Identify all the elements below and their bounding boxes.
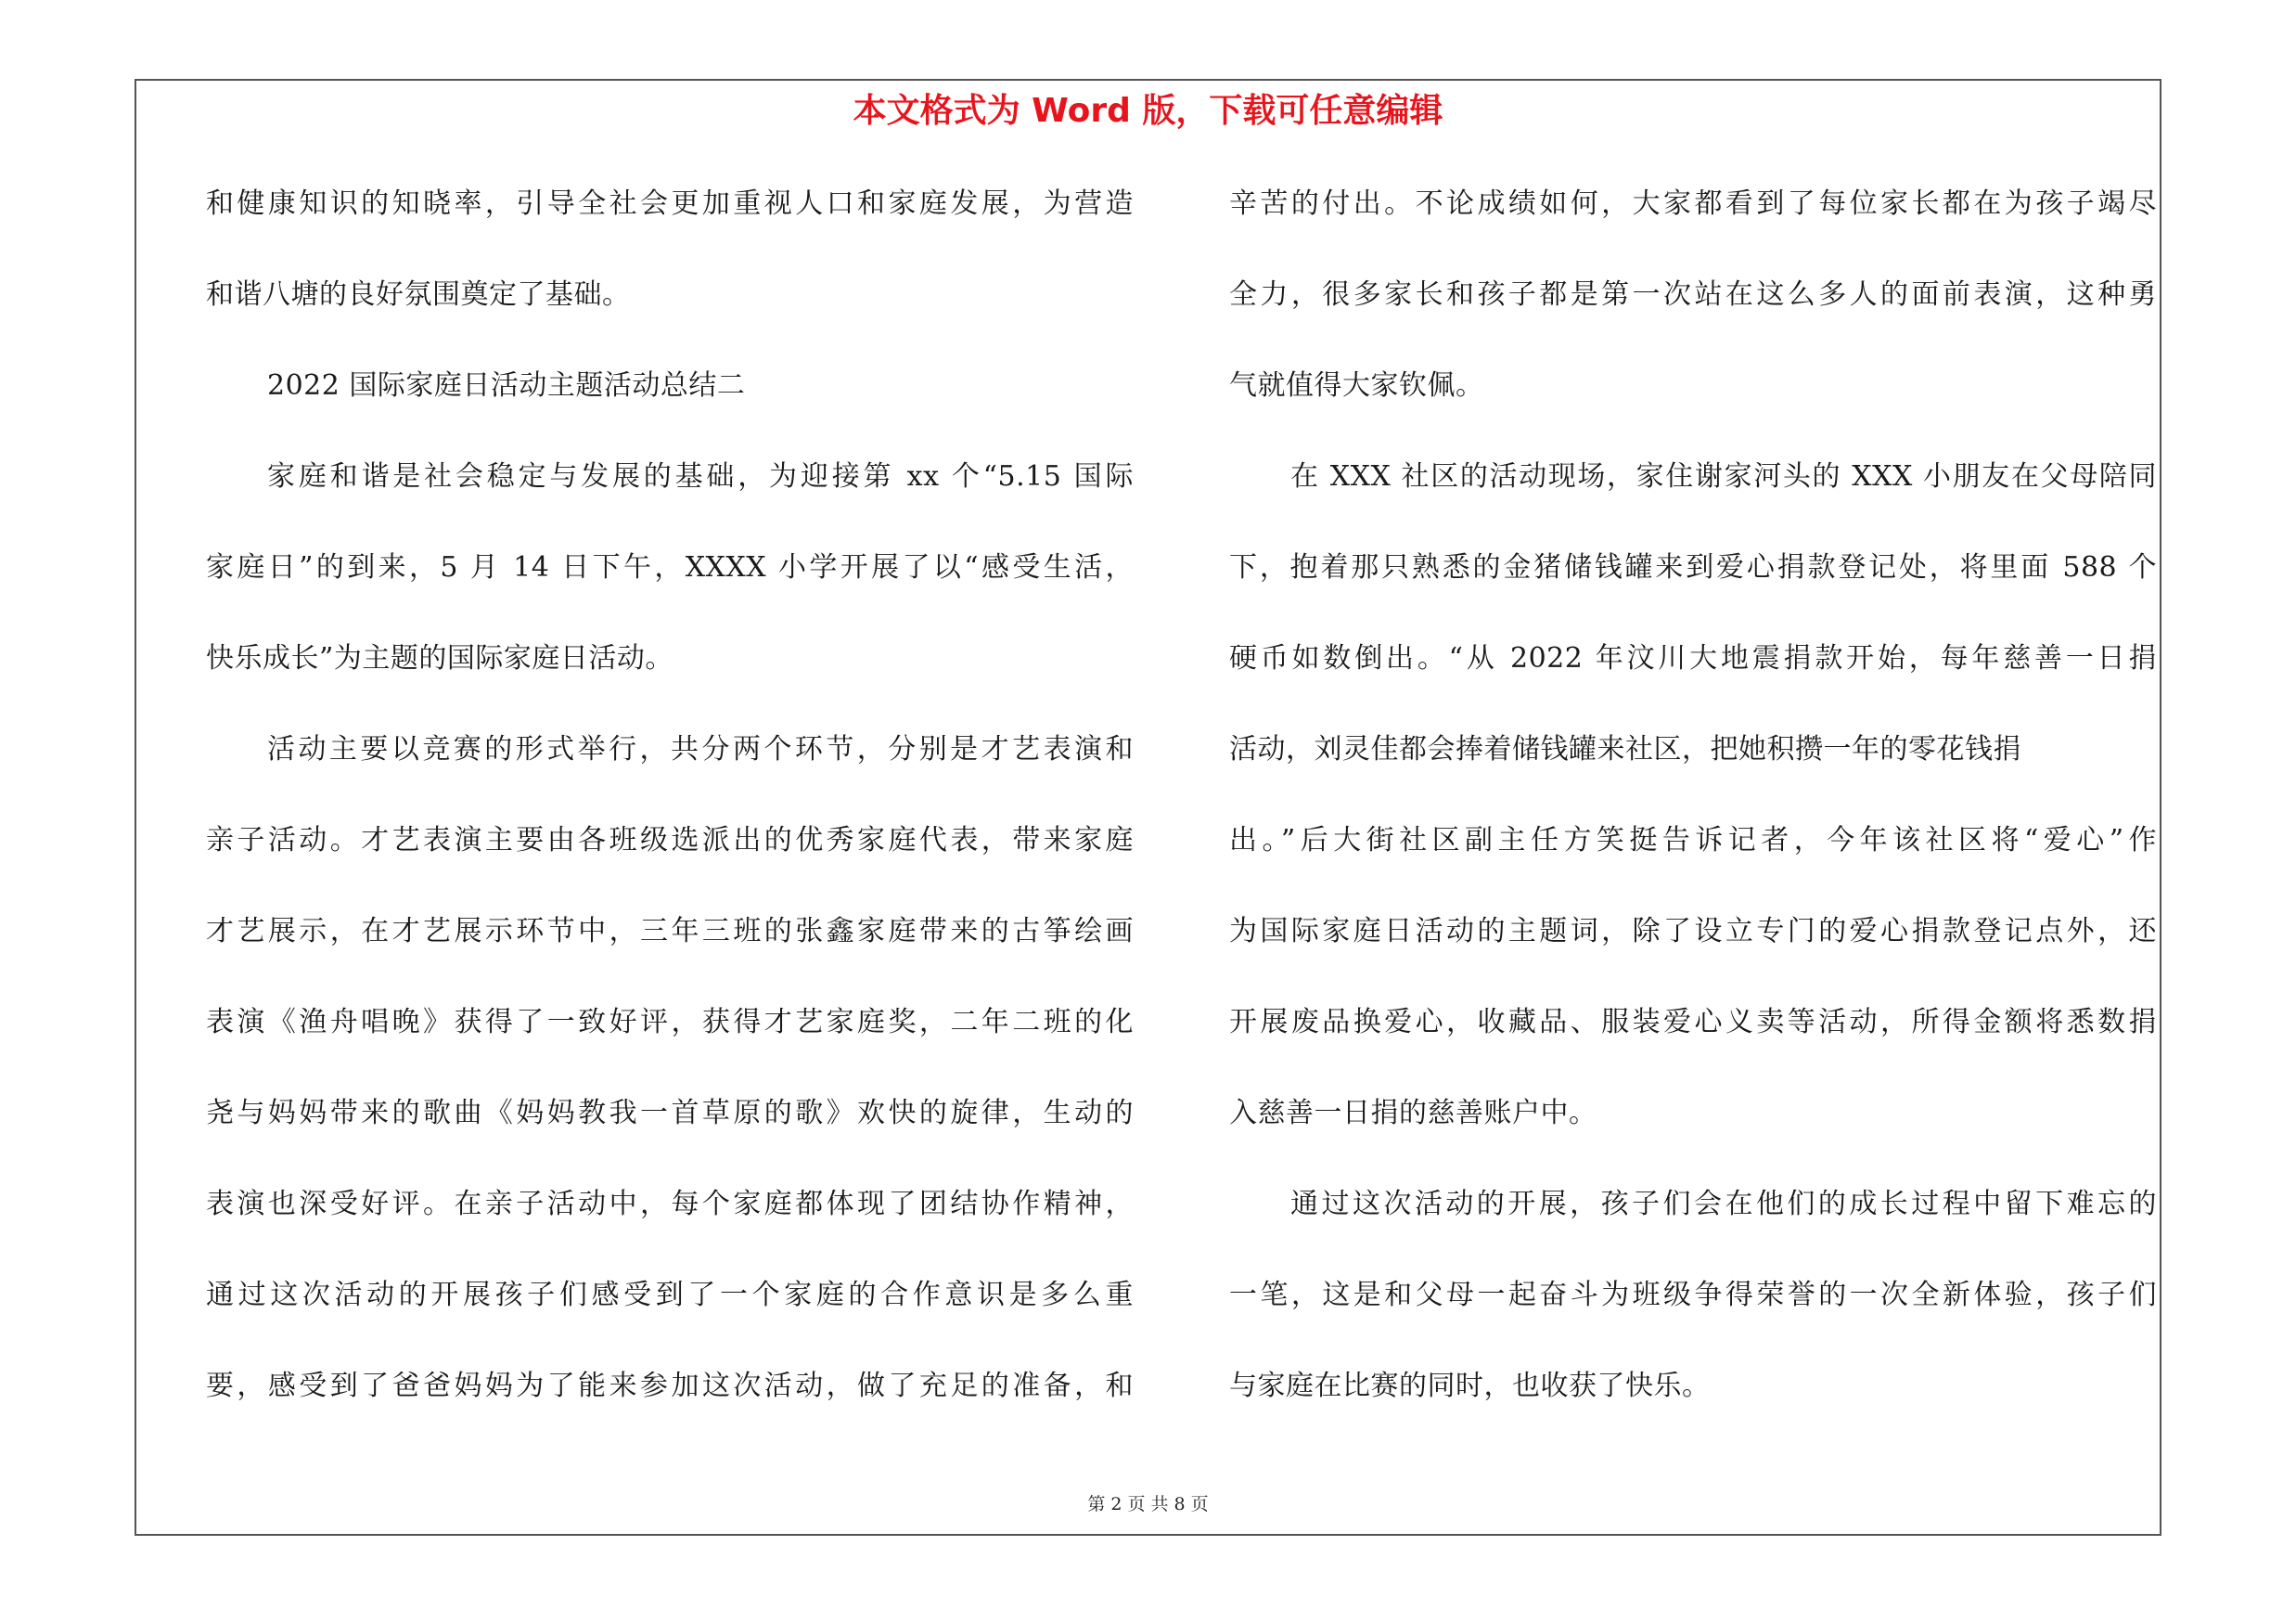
text-line: 为国际家庭日活动的主题词，除了设立专门的爱心捐款登记点外，还 — [1229, 915, 2157, 947]
text-line: 硬币如数倒出。“从 2022 年汶川大地震捐款开始，每年慈善一日捐 — [1229, 642, 2157, 675]
text-line: 气就值得大家钦佩。 — [1229, 369, 1484, 402]
text-line: 尧与妈妈带来的歌曲《妈妈教我一首草原的歌》欢快的旋律，生动的 — [206, 1097, 1134, 1129]
page-indicator: 第 2 页 共 8 页 — [1087, 1494, 1209, 1514]
text-line: 活动，刘灵佳都会捧着储钱罐来社区，把她积攒一年的零花钱捐 — [1229, 733, 2021, 766]
text-line: 入慈善一日捐的慈善账户中。 — [1229, 1097, 1597, 1129]
text-line: 通过这次活动的开展孩子们感受到了一个家庭的合作意识是多么重 — [206, 1279, 1134, 1311]
text-line: 表演《渔舟唱晚》获得了一致好评，获得才艺家庭奖，二年二班的化 — [206, 1006, 1134, 1038]
text-line: 在 XXX 社区的活动现场，家住谢家河头的 XXX 小朋友在父母陪同 — [1290, 460, 2157, 493]
text-line: 家庭和谐是社会稳定与发展的基础，为迎接第 xx 个“5.15 国际 — [267, 460, 1134, 493]
text-line: 要，感受到了爸爸妈妈为了能来参加这次活动，做了充足的准备，和 — [206, 1370, 1134, 1402]
text-line: 出。”后大街社区副主任方笑挺告诉记者，今年该社区将“爱心”作 — [1229, 824, 2157, 857]
text-line: 表演也深受好评。在亲子活动中，每个家庭都体现了团结协作精神， — [206, 1188, 1134, 1220]
text-line: 2022 国际家庭日活动主题活动总结二 — [267, 369, 746, 402]
text-line: 下，抱着那只熟悉的金猪储钱罐来到爱心捐款登记处，将里面 588 个 — [1229, 551, 2157, 584]
text-line: 活动主要以竞赛的形式举行，共分两个环节，分别是才艺表演和 — [267, 733, 1134, 766]
text-line: 与家庭在比赛的同时，也收获了快乐。 — [1229, 1370, 1711, 1402]
text-line: 和健康知识的知晓率，引导全社会更加重视人口和家庭发展，为营造 — [206, 187, 1134, 220]
text-line: 家庭日”的到来，5 月 14 日下午，XXXX 小学开展了以“感受生活， — [206, 551, 1134, 584]
text-line: 通过这次活动的开展，孩子们会在他们的成长过程中留下难忘的 — [1290, 1188, 2157, 1220]
text-line: 开展废品换爱心，收藏品、服装爱心义卖等活动，所得金额将悉数捐 — [1229, 1006, 2157, 1038]
text-line: 快乐成长”为主题的国际家庭日活动。 — [206, 642, 673, 675]
text-line: 才艺展示，在才艺展示环节中，三年三班的张鑫家庭带来的古筝绘画 — [206, 915, 1134, 947]
text-line: 亲子活动。才艺表演主要由各班级选派出的优秀家庭代表，带来家庭 — [206, 824, 1134, 857]
text-line: 全力，很多家长和孩子都是第一次站在这么多人的面前表演，这种勇 — [1229, 278, 2157, 311]
text-line: 一笔，这是和父母一起奋斗为班级争得荣誉的一次全新体验，孩子们 — [1229, 1279, 2157, 1311]
header-banner: 本文格式为 Word 版，下载可任意编辑 — [853, 92, 1443, 130]
text-line: 辛苦的付出。不论成绩如何，大家都看到了每位家长都在为孩子竭尽 — [1229, 187, 2157, 220]
text-line: 和谐八塘的良好氛围奠定了基础。 — [206, 278, 631, 311]
